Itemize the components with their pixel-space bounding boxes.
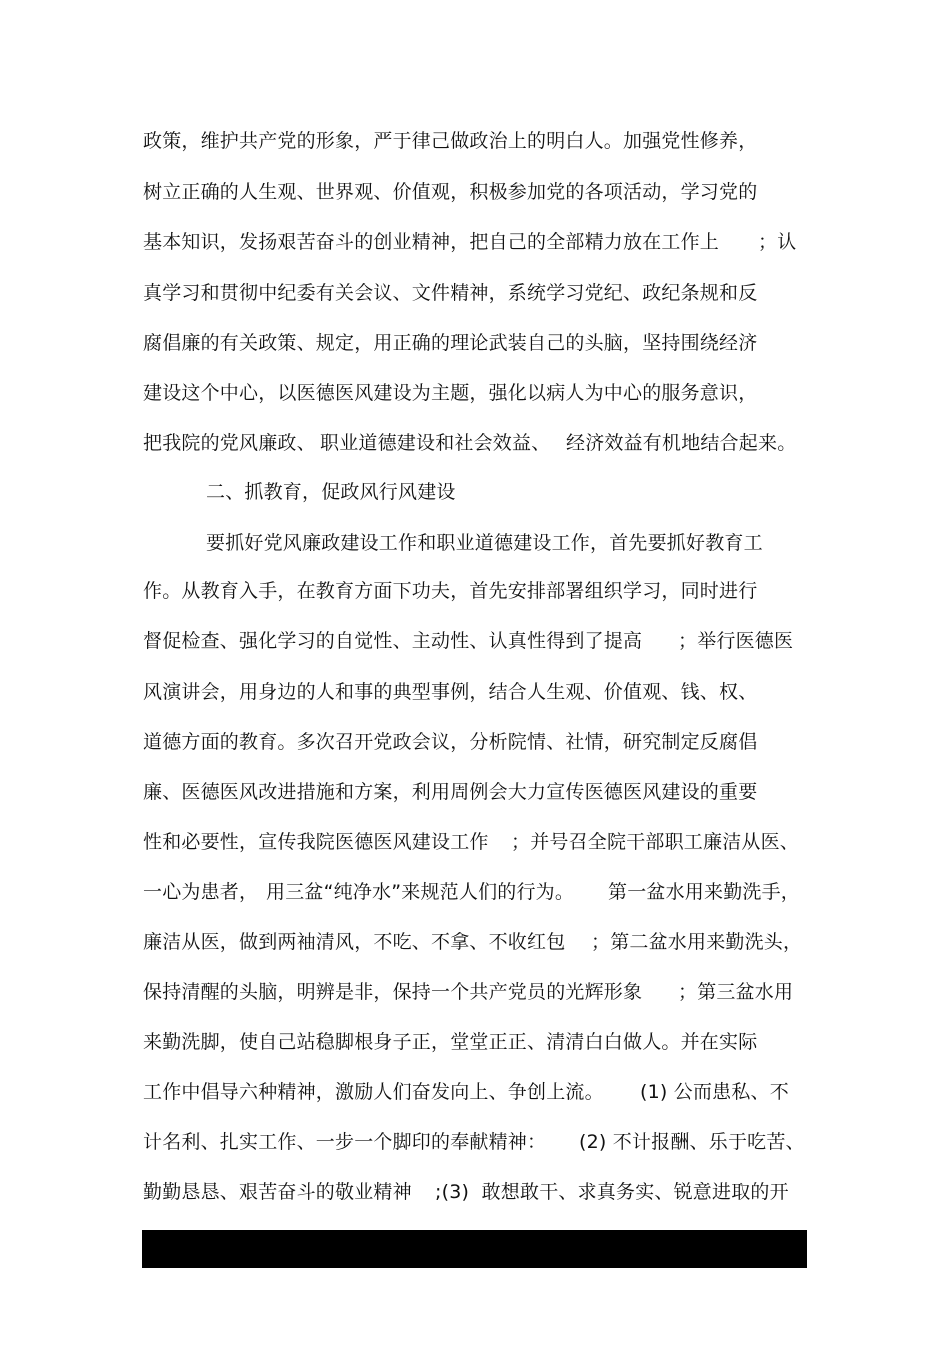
text-fragment: 第一盆水用来勤洗手， (608, 881, 801, 903)
text-fragment: 建设这个中心，以医德医风建设为主题，强化以病人为中心的服务意识， (143, 382, 758, 404)
text-fragment: 廉洁从医，做到两袖清风，不吃、不拿、不收红包 (143, 931, 566, 953)
text-fragment: 要抓好党风廉政建设工作和职业道德建设工作，首先要抓好教育工 (206, 532, 763, 554)
text-fragment: (2) 不计报酬、乐于吃苦、 (579, 1131, 805, 1153)
text-fragment: 性和必要性，宣传我院医德医风建设工作 (143, 831, 489, 853)
text-fragment: 勤勤恳恳、艰苦奋斗的敬业精神 (143, 1181, 412, 1203)
text-fragment: 职业道德建设和社会效益、 (320, 432, 551, 454)
text-fragment: 来勤洗脚，使自己站稳脚根身子正，堂堂正正、清清白白做人。并在实际 (143, 1031, 758, 1053)
text-fragment: 道德方面的教育。多次召开党政会议，分析院情、社情，研究制定反腐倡 (143, 731, 758, 753)
text-fragment: ；第二盆水用来勤洗头， (591, 931, 803, 953)
text-fragment: ；认 (758, 231, 797, 253)
text-fragment: 保持清醒的头脑，明辨是非，保持一个共产党员的光辉形象 (143, 981, 643, 1003)
text-fragment: 一心为患者， (143, 881, 259, 903)
text-fragment: 廉、医德医风改进措施和方案，利用周例会大力宣传医德医风建设的重要 (143, 781, 758, 803)
text-fragment: 风演讲会，用身边的人和事的典型事例，结合人生观、价值观、钱、权、 (143, 681, 758, 703)
text-fragment: 用三盆“纯净水”来规范人们的行为。 (266, 881, 575, 903)
text-fragment: 基本知识，发扬艰苦奋斗的创业精神，把自己的全部精力放在工作上 (143, 231, 720, 253)
text-fragment: 真学习和贯彻中纪委有关会议、文件精神，系统学习党纪、政纪条规和反 (143, 282, 758, 304)
text-fragment: 树立正确的人生观、世界观、价值观，积极参加党的各项活动，学习党的 (143, 181, 758, 203)
text-fragment: 督促检查、强化学习的自觉性、主动性、认真性得到了提高 (143, 630, 643, 652)
text-fragment: 腐倡廉的有关政策、规定，用正确的理论武装自己的头脑，坚持围绕经济 (143, 332, 758, 354)
text-fragment: 计名利、扎实工作、一步一个脚印的奉献精神： (143, 1131, 547, 1153)
text-fragment: (1) 公而患私、不 (640, 1081, 789, 1103)
text-fragment: 政策，维护共产党的形象，严于律己做政治上的明白人。加强党性修养， (143, 130, 758, 152)
text-fragment: 作。从教育入手，在教育方面下功夫，首先安排部署组织学习，同时进行 (143, 580, 758, 602)
text-fragment: 经济效益有机地结合起来。 (566, 432, 797, 454)
redaction-bar (142, 1230, 807, 1268)
text-fragment: ;(3) 敢想敢干、求真务实、锐意进取的开 (435, 1181, 789, 1203)
text-fragment: ；第三盆水用 (678, 981, 794, 1003)
text-fragment: ；举行医德医 (678, 630, 794, 652)
text-fragment: 工作中倡导六种精神，激励人们奋发向上、争创上流。 (143, 1081, 604, 1103)
text-fragment: ；并号召全院干部职工廉洁从医、 (511, 831, 800, 853)
text-fragment: 把我院的党风廉政、 (143, 432, 316, 454)
heading-text: 二、抓教育，促政风行风建设 (206, 481, 456, 503)
